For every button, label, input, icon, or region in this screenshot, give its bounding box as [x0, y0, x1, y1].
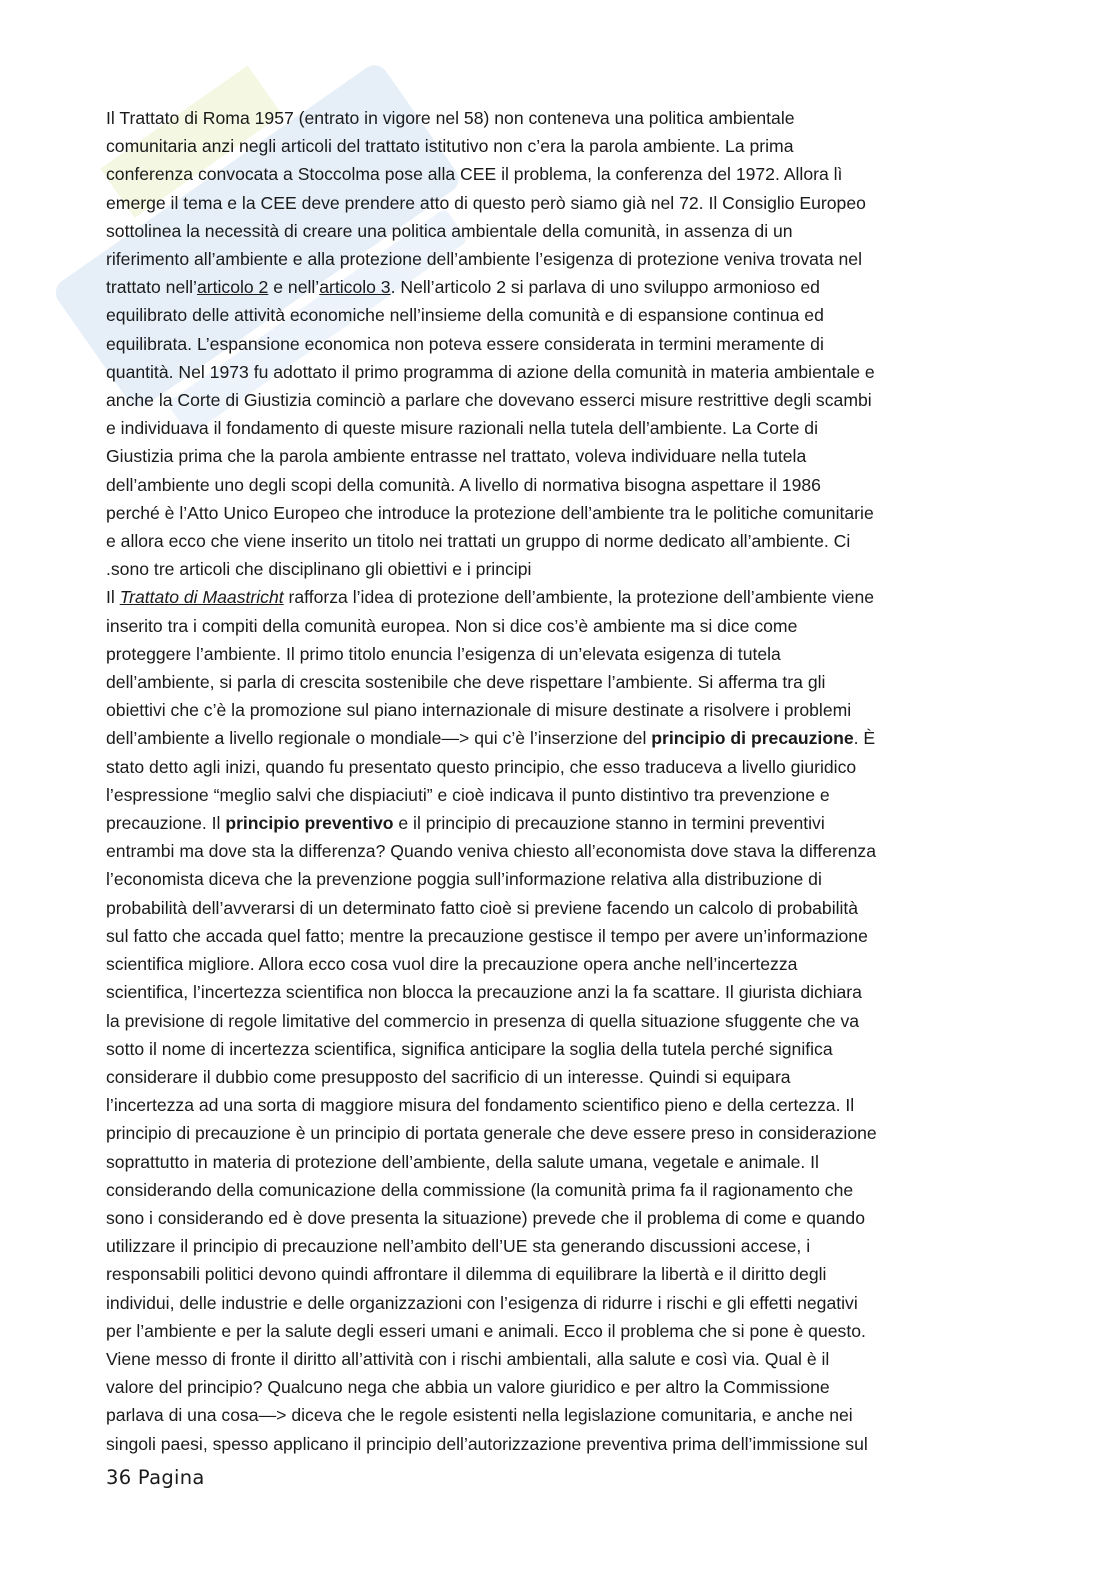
text-segment: conferenza convocata a Stoccolma pose alla CEE il problema, la conferenza del 1972. Allora lì: [106, 164, 843, 185]
text-line: [106, 104, 1006, 132]
text-line: [106, 471, 1006, 499]
text-line: [106, 1260, 1006, 1288]
text-segment: e individuava il fondamento di queste misure razionali nella tutela dell’ambiente. La Corte di: [106, 418, 818, 439]
document-link[interactable]: articolo 2: [196, 277, 269, 298]
bold-term: principio di precauzione: [651, 728, 854, 749]
text-line: [106, 555, 1006, 583]
text-segment: considerando della comunicazione della commissione (la comunità prima fa il ragionamento che: [106, 1179, 854, 1200]
text-line: [106, 696, 1006, 724]
text-segment: proteggere l’ambiente. Il primo titolo enuncia l’esigenza di un’elevata esigenza di tutela: [106, 643, 781, 664]
text-segment: .sono tre articoli che disciplinano gli obiettivi e i principi: [106, 559, 532, 580]
text-segment: responsabili politici devono quindi affrontare il dilemma di equilibrare la libertà e il diritto degli: [106, 1264, 827, 1285]
text-segment: scientifica, l’incertezza scientifica non blocca la precauzione anzi la fa scattare. Il giurista dichiara: [106, 982, 862, 1003]
text-line: [106, 1148, 1006, 1176]
text-line: [106, 1373, 1006, 1401]
text-line: [106, 1289, 1006, 1317]
text-segment: sottolinea la necessità di creare una politica ambientale della comunità, in assenza di un: [106, 220, 793, 241]
text-segment: Giustizia prima che la parola ambiente entrasse nel trattato, voleva individuare nella tutela: [106, 446, 807, 467]
text-segment: emerge il tema e la CEE deve prendere atto di questo però siamo già nel 72. Il Consiglio Europeo: [106, 192, 866, 213]
text-segment: Il: [106, 587, 120, 608]
text-segment: dell’ambiente, si parla di crescita sostenibile che deve rispettare l’ambiente. Si afferma tra gli: [106, 672, 826, 693]
text-segment: probabilità dell’avverarsi di un determinato fatto cioè si previene facendo un calcolo di probabilità: [106, 897, 859, 918]
text-segment: sotto il nome di incertezza scientifica, significa anticipare la soglia della tutela perché significa: [106, 1038, 833, 1059]
text-line: [106, 358, 1006, 386]
text-line: [106, 753, 1006, 781]
text-segment: l’economista diceva che la prevenzione poggia sull’informazione relativa alla distribuzione di: [106, 869, 822, 890]
text-line: [106, 922, 1006, 950]
text-segment: . È: [853, 728, 876, 749]
text-segment: considerare il dubbio come presupposto del sacrificio di un interesse. Quindi si equipara: [106, 1066, 791, 1087]
text-segment: per l’ambiente e per la salute degli esseri umani e animali. Ecco il problema che si pone è questo.: [106, 1320, 866, 1341]
text-segment: perché è l’Atto Unico Europeo che introduce la protezione dell’ambiente tra le politiche comunitarie: [106, 502, 874, 523]
text-segment: Viene messo di fronte il diritto all’attività con i rischi ambientali, alla salute e così via. Qual è il: [106, 1348, 830, 1369]
text-line: [106, 612, 1006, 640]
text-line: [106, 386, 1006, 414]
text-line: [106, 273, 1006, 301]
text-line: [106, 837, 1006, 865]
bold-term: principio preventivo: [225, 813, 394, 834]
text-segment: entrambi ma dove sta la differenza? Quando veniva chiesto all’economista dove stava la differenza: [106, 841, 877, 862]
document-link[interactable]: Trattato di Maastricht: [119, 587, 284, 608]
text-segment: precauzione. Il: [106, 813, 226, 834]
text-segment: principio di precauzione è un principio di portata generale che deve essere preso in considerazione: [106, 1123, 877, 1144]
text-segment: quantità. Nel 1973 fu adottato il primo programma di azione della comunità in materia ambientale e: [106, 361, 875, 382]
text-line: [106, 1317, 1006, 1345]
text-line: [106, 217, 1006, 245]
text-segment: stato detto agli inizi, quando fu presentato questo principio, che esso traduceva a livello giuridico: [106, 756, 857, 777]
text-line: [106, 1091, 1006, 1119]
text-segment: individui, delle industrie e delle organizzazioni con l’esigenza di ridurre i rischi e gli effetti negativi: [106, 1292, 858, 1313]
text-segment: singoli paesi, spesso applicano il principio dell’autorizzazione preventiva prima dell’immissione sul: [106, 1433, 868, 1454]
text-segment: e il principio di precauzione stanno in termini preventivi: [393, 813, 825, 834]
text-line: [106, 1204, 1006, 1232]
text-line: [106, 189, 1006, 217]
text-segment: sul fatto che accada quel fatto; mentre la precauzione gestisce il tempo per avere un’informazione: [106, 925, 868, 946]
text-line: [106, 950, 1006, 978]
text-line: [106, 499, 1006, 527]
text-line: [106, 301, 1006, 329]
text-line: [106, 978, 1006, 1006]
text-segment: valore del principio? Qualcuno nega che abbia un valore giuridico e per altro la Commissione: [106, 1377, 830, 1398]
text-segment: dell’ambiente uno degli scopi della comunità. A livello di normativa bisogna aspettare il 1986: [106, 474, 821, 495]
text-segment: l’incertezza ad una sorta di maggiore misura del fondamento scientifico pieno e della certezza. Il: [106, 1095, 855, 1116]
text-line: [106, 668, 1006, 696]
text-segment: la previsione di regole limitative del commercio in presenza di quella situazione sfuggente che va: [106, 1010, 860, 1031]
text-line: [106, 527, 1006, 555]
text-line: [106, 1430, 1006, 1458]
text-line: [106, 583, 1006, 611]
text-segment: comunitaria anzi negli articoli del trattato istitutivo non c’era la parola ambiente. La prima: [106, 136, 794, 157]
text-segment: rafforza l’idea di protezione dell’ambiente, la protezione dell’ambiente viene: [283, 587, 875, 608]
text-line: [106, 245, 1006, 273]
text-line: [106, 414, 1006, 442]
text-line: [106, 781, 1006, 809]
text-segment: inserito tra i compiti della comunità europea. Non si dice cos’è ambiente ma si dice come: [106, 615, 798, 636]
text-line: [106, 132, 1006, 160]
page-number-footer: 36 Pagina: [106, 1466, 205, 1489]
text-segment: riferimento all’ambiente e alla protezione dell’ambiente l’esigenza di protezione veniva trovata nel: [106, 249, 862, 270]
text-segment: equilibrata. L’espansione economica non poteva essere considerata in termini meramente di: [106, 333, 824, 354]
text-line: [106, 160, 1006, 188]
text-line: [106, 1007, 1006, 1035]
text-line: [106, 724, 1006, 752]
text-segment: dell’ambiente a livello regionale o mondiale—> qui c’è l’inserzione del: [106, 728, 652, 749]
text-line: [106, 1176, 1006, 1204]
text-segment: anche la Corte di Giustizia cominciò a parlare che dovevano esserci misure restrittive degli scambi: [106, 390, 872, 411]
text-line: [106, 1232, 1006, 1260]
text-line: [106, 442, 1006, 470]
text-segment: e allora ecco che viene inserito un titolo nei trattati un gruppo di norme dedicato all’ambiente. Ci: [106, 531, 851, 552]
text-line: [106, 1063, 1006, 1091]
text-line: [106, 1401, 1006, 1429]
text-segment: parlava di una cosa—> diceva che le regole esistenti nella legislazione comunitaria, e anche nei: [106, 1405, 853, 1426]
text-segment: equilibrato delle attività economiche nell’insieme della comunità e di espansione continua ed: [106, 305, 824, 326]
text-line: [106, 640, 1006, 668]
text-line: [106, 809, 1006, 837]
text-segment: utilizzare il principio di precauzione nell’ambito dell’UE sta generando discussioni accese, i: [106, 1236, 811, 1257]
text-line: [106, 1035, 1006, 1063]
text-line: [106, 1345, 1006, 1373]
text-segment: scientifica migliore. Allora ecco cosa vuol dire la precauzione opera anche nell’incertezza: [106, 954, 798, 975]
document-body: [106, 104, 1006, 1458]
text-segment: trattato nell’: [106, 277, 197, 298]
text-segment: l’espressione “meglio salvi che dispiaciuti” e cioè indicava il punto distintivo tra prevenzione e: [106, 784, 830, 805]
text-line: [106, 330, 1006, 358]
text-line: [106, 894, 1006, 922]
text-segment: soprattutto in materia di protezione dell’ambiente, della salute umana, vegetale e animale. Il: [106, 1151, 819, 1172]
text-segment: Il Trattato di Roma 1957 (entrato in vigore nel 58) non conteneva una politica ambientale: [106, 108, 795, 128]
document-link[interactable]: articolo 3: [319, 277, 391, 298]
text-line: [106, 865, 1006, 893]
text-segment: obiettivi che c’è la promozione sul piano internazionale di misure destinate a risolvere i problemi: [106, 700, 852, 721]
text-segment: . Nell’articolo 2 si parlava di uno sviluppo armonioso ed: [390, 277, 820, 298]
text-segment: e nell’: [268, 277, 320, 298]
text-line: [106, 1119, 1006, 1147]
text-segment: sono i considerando ed è dove presenta la situazione) prevede che il problema di come e quando: [106, 1207, 865, 1228]
